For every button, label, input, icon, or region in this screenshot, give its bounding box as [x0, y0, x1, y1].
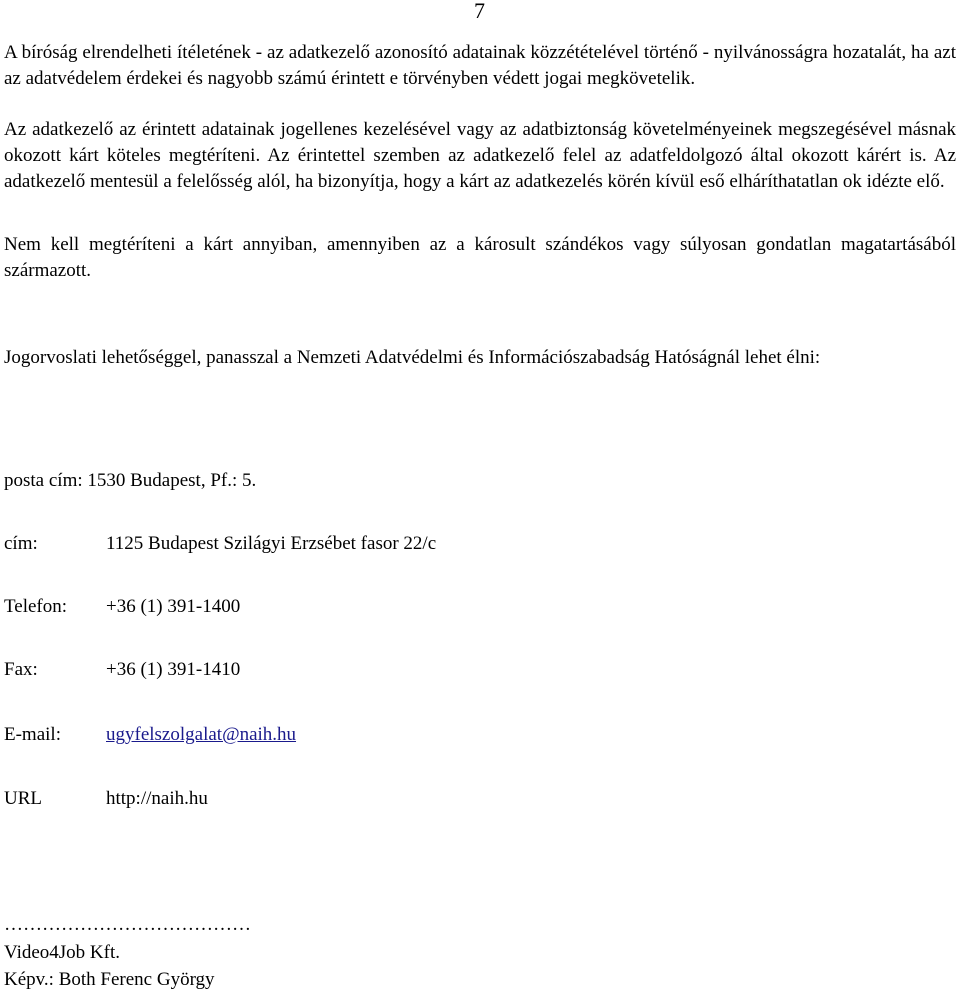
paragraph-text: Jogorvoslati lehetőséggel, panasszal a Nemzeti Adatvédelmi és Információszabadság Hatóságnál lehet élni:: [4, 347, 821, 368]
email-link[interactable]: ugyfelszolgalat@naih.hu: [106, 724, 297, 745]
page-number: 7: [474, 0, 485, 23]
paragraph-text: Az adatkezelő az érintett adatainak jogellenes kezelésével vagy az adatbiztonság követelményeinek megszegésével másnak okozott kárt köteles megtéríteni. Az érintettel szemben az adatkezelő felel az adatfeldolgozó által okozott kárért is.: [4, 119, 956, 166]
paragraph-text: Az adatkezelő mentesül a felelősség alól, ha bizonyítja, hogy a kárt az adatkezelés körén kívül eső elháríthatatlan ok idézte elő.: [4, 145, 956, 192]
signature-line: …………………………………: [4, 914, 251, 935]
email-label: E-mail:: [4, 724, 61, 745]
url-label: URL: [4, 788, 42, 809]
contact-street-address: [4, 531, 436, 557]
paragraph-court-publication: [4, 40, 956, 92]
signature-company: Video4Job Kft.: [4, 942, 121, 963]
contact-url: [4, 786, 208, 812]
contact-telephone: [4, 594, 240, 620]
paragraph-exemption: [4, 232, 956, 284]
fax-value: +36 (1) 391-1410: [106, 659, 241, 680]
fax-label: Fax:: [4, 659, 38, 680]
street-address-label: cím:: [4, 533, 38, 554]
paragraph-damages: [4, 117, 956, 195]
street-address-value: 1125 Budapest Szilágyi Erzsébet fasor 22/c: [106, 533, 437, 554]
paragraph-legal-remedy: [4, 345, 956, 371]
telephone-label: Telefon:: [4, 596, 68, 617]
url-value: http://naih.hu: [106, 788, 208, 809]
paragraph-text: A bíróság elrendelheti ítéletének - az adatkezelő azonosító adatainak közzétételével történő - nyilvánosságra hozatalát, ha azt az adatvédelem érdekei és nagyobb számú érintett e törvényben védett jogai megkövetelik.: [4, 42, 956, 89]
paragraph-text: Nem kell megtéríteni a kárt annyiban, amennyiben az a károsult szándékos vagy súlyosan gondatlan magatartásából származott.: [4, 234, 956, 281]
telephone-value: +36 (1) 391-1400: [106, 596, 241, 617]
contact-postal-address: [4, 468, 256, 494]
contact-fax: [4, 657, 240, 683]
contact-email: [4, 722, 296, 748]
postal-address-text: posta cím: 1530 Budapest, Pf.: 5.: [4, 470, 257, 491]
signature-representative: Képv.: Both Ferenc György: [4, 969, 215, 990]
